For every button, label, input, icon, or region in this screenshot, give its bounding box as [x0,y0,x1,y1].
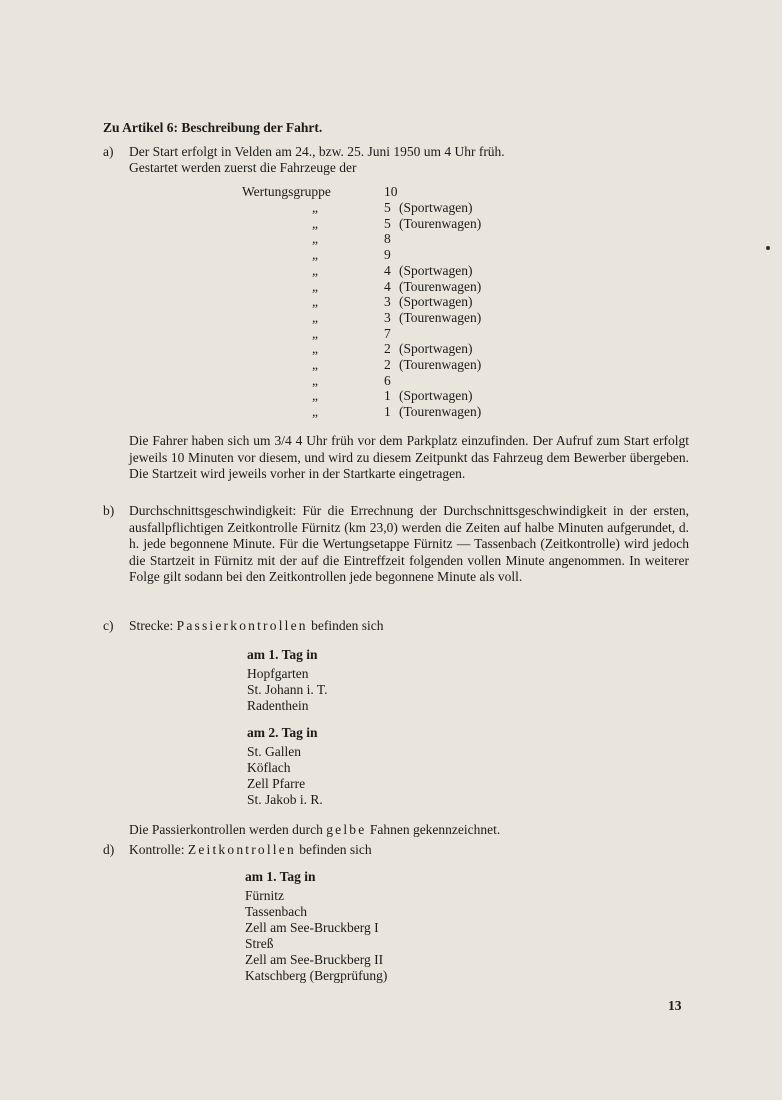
section-c-day1-place: St. Johann i. T. [247,682,328,697]
page-number: 13 [668,998,682,1013]
section-c-day1-title: am 1. Tag in [247,647,318,662]
ditto-mark: „ [312,357,318,372]
group-label: (Sportwagen) [399,388,473,404]
closing-after: Fahnen gekennzeichnet. [369,822,501,837]
group-number: 9 [384,247,391,263]
group-label: (Tourenwagen) [399,309,482,325]
group-label: (Sportwagen) [399,200,473,215]
ditto-mark: „ [312,309,318,325]
ditto-mark: „ [312,341,318,357]
section-b-marker: b) [103,503,115,518]
section-c-spaced-text: Passierkontrollen [176,618,308,633]
group-header-label: Wertungsgruppe [242,184,331,199]
ditto-mark: „ [312,325,318,341]
group-number: 5 [384,215,391,231]
group-number: 1 [384,404,391,420]
group-number: 2 [384,357,391,372]
section-d-day1-place: Tassenbach [245,904,308,919]
section-heading: Zu Artikel 6: Beschreibung der Fahrt. [103,120,323,135]
section-a-marker: a) [103,144,114,159]
group-number: 3 [384,294,391,310]
section-c-day2-title: am 2. Tag in [247,725,318,740]
section-a-paragraph: Die Fahrer haben sich um 3/4 4 Uhr früh vor dem Parkplatz einzufinden. Der Aufruf zum Start erfolgt jeweils 10 Minuten vor diesem, und wird zu diesem Zeitpunkt das Fahrzeug dem Bewerber übergeben. Die Startzeit wird jeweils vorher in der Startkarte eingetragen. [129,433,689,481]
group-number: 6 [384,372,391,388]
section-c-day2-place: Köflach [247,760,291,775]
section-c-line [129,618,383,635]
group-number: 3 [384,309,391,325]
section-d-day1-place: Zell am See-Bruckberg II [245,952,384,967]
ditto-mark: „ [312,262,318,278]
group-number: 2 [384,341,391,357]
group-number: 7 [384,325,391,341]
section-c-rest-text: befinden sich [311,618,384,633]
ditto-mark: „ [312,294,318,310]
section-d-rest-text: befinden sich [299,842,372,857]
ditto-mark: „ [312,372,318,388]
section-d-day1-place: Fürnitz [245,888,284,903]
ditto-mark: „ [312,278,318,294]
section-c-day1-place: Radenthein [247,698,309,713]
group-label: (Tourenwagen) [399,215,482,231]
group-label: (Tourenwagen) [399,404,482,420]
section-c-day2-place: St. Jakob i. R. [247,792,323,807]
section-d-spaced-text: Zeitkontrollen [187,842,296,857]
group-label: (Sportwagen) [399,341,473,357]
group-label: (Tourenwagen) [399,357,482,372]
group-number: 5 [384,200,391,215]
section-d-day1-place: Streß [245,936,274,951]
paper-speck [766,246,770,250]
section-d-day1-place: Katschberg (Bergprüfung) [245,968,388,983]
group-label: (Sportwagen) [399,262,473,278]
section-d-label: Kontrolle: [129,842,185,857]
group-number: 1 [384,388,391,404]
section-d-marker: d) [103,842,115,857]
ditto-mark: „ [312,247,318,263]
group-label: (Tourenwagen) [399,278,482,294]
group-number: 4 [384,278,391,294]
group-number: 4 [384,262,391,278]
section-a-line2: Gestartet werden zuerst die Fahrzeuge der [129,160,357,175]
section-b-paragraph: Durchschnittsgeschwindigkeit: Für die Errechnung der Durchschnittsgeschwindigkeit in der ersten, ausfallpflichtigen Zeitkontrolle Fürnitz (km 23,0) werden die Zeiten auf halbe Minuten aufgerundet, d. h. jede begonnene Minute. Für die Wertungsetappe Fürnitz — Tassenbach (Zeitkontrolle) wird jedoch die Startzeit in Fürnitz mit der auf die Eintreffzeit folgenden vollen Minute angenommen. In weiterer Folge gilt sodann bei den Zeitkontrollen jede begonnene Minute als voll. [129,503,689,584]
section-d-day1-place: Zell am See-Bruckberg I [245,920,379,935]
section-d-line [129,842,372,859]
group-number: 8 [384,231,391,247]
group-header-number: 10 [384,184,398,199]
closing-before: Die Passierkontrollen werden durch [129,822,323,837]
ditto-mark: „ [312,388,318,404]
ditto-mark: „ [312,200,318,215]
closing-spaced: gelbe [326,822,367,837]
section-c-day2-place: Zell Pfarre [247,776,306,791]
ditto-mark: „ [312,404,318,420]
section-c-day2-place: St. Gallen [247,744,301,759]
section-c-day1-place: Hopfgarten [247,666,309,681]
section-c-closing [129,822,500,839]
section-d-day1-title: am 1. Tag in [245,869,316,884]
ditto-mark: „ [312,231,318,247]
group-label: (Sportwagen) [399,294,473,310]
section-c-label: Strecke: [129,618,174,633]
section-a-line1: Der Start erfolgt in Velden am 24., bzw. 25. Juni 1950 um 4 Uhr früh. [129,144,505,159]
section-c-marker: c) [103,618,114,633]
ditto-mark: „ [312,215,318,231]
